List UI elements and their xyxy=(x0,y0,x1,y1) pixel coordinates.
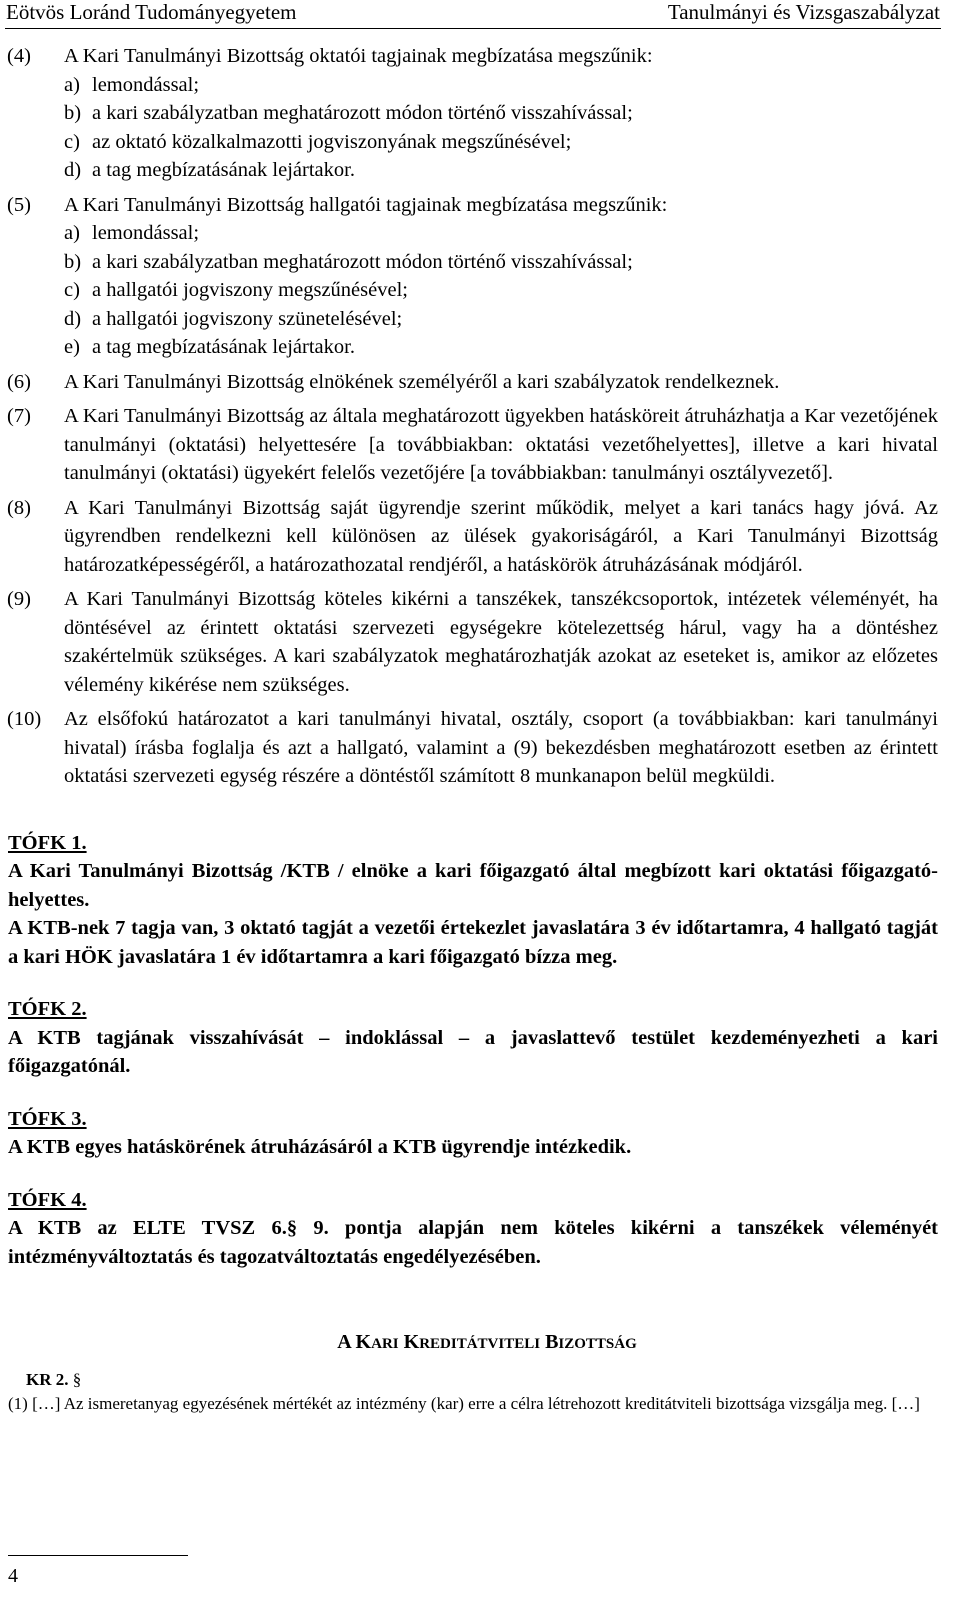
paragraph-number: (8) xyxy=(7,496,31,519)
list-item: d) a hallgatói jogviszony szünetelésével; xyxy=(64,307,403,330)
tofk-block xyxy=(8,1105,938,1162)
page-number: 4 xyxy=(8,1565,18,1587)
paragraph-5 xyxy=(0,191,960,362)
list-item: e) a tag megbízatásának lejártakor. xyxy=(64,336,355,358)
page-header xyxy=(0,0,960,30)
paragraph-intro: A Kari Tanulmányi Bizottság hallgatói tagjainak megbízatása megszűnik: xyxy=(64,193,668,216)
paragraph-number: (10) xyxy=(7,708,42,730)
tofk-block xyxy=(8,995,938,1081)
paragraph-9 xyxy=(0,585,960,699)
paragraph-intro: A Kari Tanulmányi Bizottság oktatói tagjainak megbízatása megszűnik: xyxy=(64,45,653,67)
paragraph-text: A Kari Tanulmányi Bizottság köteles kikérni a tanszékek, tanszékcsoportok, intézetek véleményét, ha döntésével az érintett oktatási szervezeti egységekre kötelezettség hárul, vagy ha a döntéshez szakértelmük szükséges. A kari szabályzatok meghatározhatják azokat az eseteket is, amikor az előzetes vélemény kikérése nem szükséges. xyxy=(64,588,938,696)
paragraph-number: (9) xyxy=(7,588,31,610)
tofk-text: A KTB-nek 7 tagja van, 3 oktató tagját a vezetői értekezlet javaslatára 3 év időtartamra, 4 hallgató tagját a kari HÖK javaslatára 1 év időtartamra a kari főigazgató bízza meg. xyxy=(8,917,938,968)
header-document-title: Tanulmányi és Vizsgaszabályzat xyxy=(667,0,940,24)
paragraph-text: Az elsőfokú határozatot a kari tanulmányi hivatal, osztály, csoport (a továbbiakban: kari tanulmányi hivatal) írásba foglalja és azt a hallgató, valamint a (9) bekezdésben meghatározott esetben az érintett oktatási szervezeti egység részére a döntéstől számított 8 munkanapon belül megküldi. xyxy=(64,708,938,787)
list-item: b) a kari szabályzatban meghatározott módon történő visszahívással; xyxy=(64,102,633,124)
list-item: a) lemondással; xyxy=(64,73,200,96)
paragraph-number: (4) xyxy=(7,45,31,67)
paragraph-text: A Kari Tanulmányi Bizottság saját ügyrendje szerint működik, melyet a kari tanács hagy jóvá. Az ügyrendben rendelkezni kell különösen az ülések gyakoriságáról, a Kari Tanulmányi Bizottság határozatképességéről, a határozathozatal rendjéről, a hatáskörök átruházásának módjáról. xyxy=(64,496,938,576)
paragraph-number: (7) xyxy=(7,405,31,427)
paragraph-10 xyxy=(0,705,960,791)
kr-heading xyxy=(26,1368,938,1392)
paragraph-number: (6) xyxy=(7,370,31,393)
tofk-block xyxy=(8,829,938,972)
header-rule xyxy=(5,28,941,29)
paragraph-6 xyxy=(0,368,960,397)
list-item: c) a hallgatói jogviszony megszűnésével; xyxy=(64,279,408,301)
list-item: c) az oktató közalkalmazotti jogviszonyának megszűnésével; xyxy=(64,130,572,153)
section-title: A KARI KREDITÁTVITELI BIZOTTSÁG xyxy=(337,1331,637,1353)
tofk-block xyxy=(8,1186,938,1272)
header-university: Eötvös Loránd Tudományegyetem xyxy=(6,0,297,24)
page-footer xyxy=(8,1565,18,1588)
tofk-text: A KTB egyes hatáskörének átruházásáról a KTB ügyrendje intézkedik. xyxy=(8,1136,632,1158)
tofk-text: A KTB az ELTE TVSZ 6.§ 9. pontja alapján nem köteles kikérni a tanszékek véleményét intézményváltoztatás és tagozatváltoztatás engedélyezésében. xyxy=(8,1217,938,1268)
document-body xyxy=(0,42,960,1416)
paragraph-text: A Kari Tanulmányi Bizottság az általa meghatározott ügyekben hatásköreit átruházhatja a Kar vezetőjének tanulmányi (oktatási) helyettesére [a továbbiakban: oktatási vezetőhelyettes], illetve a kari hivatal tanulmányi (oktatási) ügyekért felelős vezetőjére [a továbbiakban: tanulmányi osztályvezető]. xyxy=(64,405,938,484)
paragraph-4 xyxy=(0,42,960,185)
tofk-title: TÓFK 1. xyxy=(8,831,87,854)
section-sign: § xyxy=(72,1370,82,1389)
paragraph-text: A Kari Tanulmányi Bizottság elnökének személyéről a kari szabályzatok rendelkeznek. xyxy=(64,370,780,393)
tofk-title: TÓFK 3. xyxy=(8,1107,87,1130)
list-item: a) lemondással; xyxy=(64,222,200,244)
tofk-text: A Kari Tanulmányi Bizottság /KTB / elnöke a kari főigazgató által megbízott kari oktatási főigazgató-helyettes. xyxy=(8,860,938,911)
tofk-title: TÓFK 2. xyxy=(8,998,87,1020)
footer-rule xyxy=(8,1555,188,1556)
list-item: b) a kari szabályzatban meghatározott módon történő visszahívással; xyxy=(64,250,633,273)
tofk-text: A KTB tagjának visszahívását – indoklással – a javaslattevő testület kezdeményezheti a kari főigazgatónál. xyxy=(8,1026,938,1077)
kr-title: KR 2. xyxy=(26,1370,69,1389)
paragraph-7 xyxy=(0,402,960,488)
tofk-title: TÓFK 4. xyxy=(8,1188,87,1211)
kr-text: (1) […] Az ismeretanyag egyezésének mértékét az intézmény (kar) erre a célra létrehozott kreditátviteli bizottsága vizsgálja meg. […] xyxy=(8,1394,920,1413)
list-item: d) a tag megbízatásának lejártakor. xyxy=(64,159,355,181)
paragraph-number: (5) xyxy=(7,193,31,216)
paragraph-8 xyxy=(0,494,960,580)
